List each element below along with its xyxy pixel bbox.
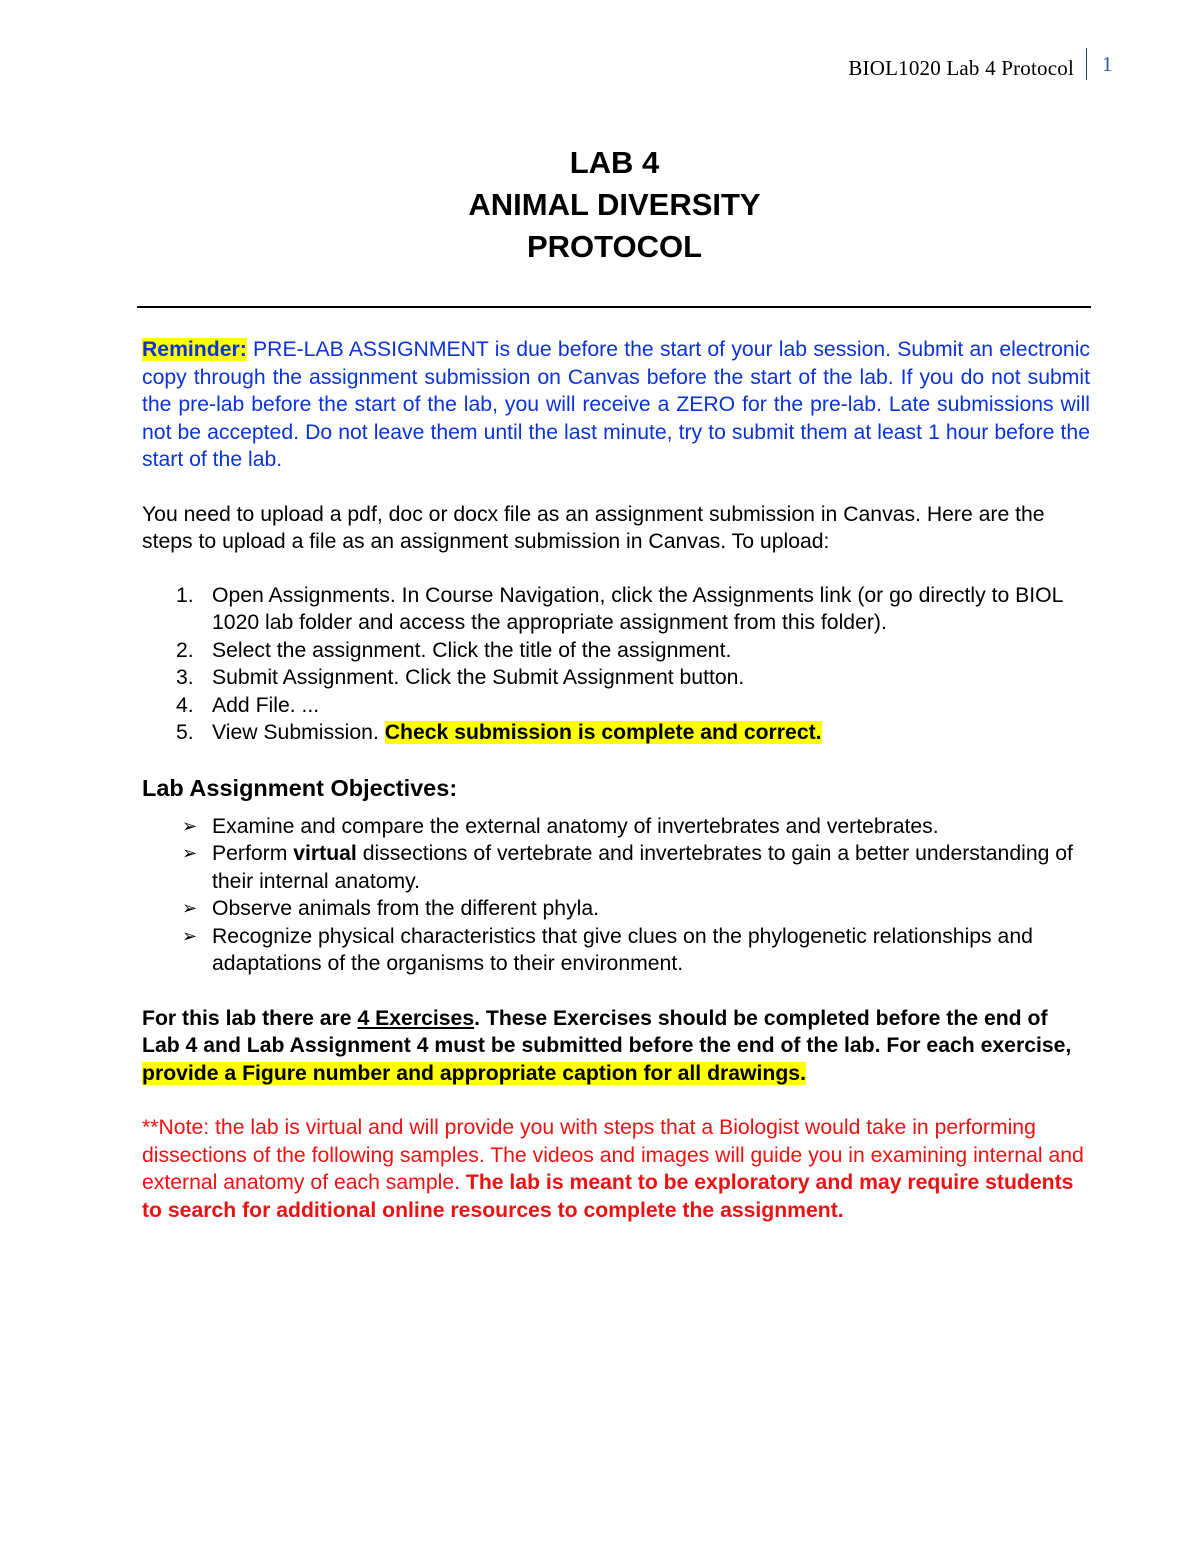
step-text: Select the assignment. Click the title of the assignment. [212,638,732,662]
page-number: 1 [1102,52,1113,76]
objective-text: Examine and compare the external anatomy of invertebrates and vertebrates. [212,814,939,838]
list-item [142,582,1090,637]
step-number: 3. [176,666,194,689]
list-item [142,840,1090,895]
reminder-label: Reminder: [142,338,247,361]
reminder-paragraph [142,336,1090,474]
exercises-text: For this lab there are [142,1006,358,1030]
list-item [142,923,1090,978]
title-divider [137,306,1091,308]
step-number: 4. [176,693,194,717]
upload-steps-list [142,582,1090,747]
objective-text: Recognize physical characteristics that give clues on the phylogenetic relationships and adaptations of the organisms to their environment. [212,924,1033,975]
exercises-text: . These Exercises should be completed before the end of Lab 4 and Lab Assignment 4 must be submitted before the end of the lab. For each exercise, [142,1006,1072,1057]
step-text: Add File. ... [212,693,320,717]
header-divider [1086,48,1087,80]
list-item [142,692,1090,720]
note-text: **Note: the lab is virtual and will provide you with steps that a Biologist would take in performing dissections of the following samples. The videos and images will guide you in examining internal and external anatomy of each sample. [142,1116,1084,1194]
arrow-bullet-icon: ➢ [182,843,198,863]
exercises-paragraph [142,1005,1090,1088]
step-text: Open Assignments. In Course Navigation, click the Assignments link (or go directly to BIOL 1020 lab folder and access the appropriate assignment from this folder). [212,583,1063,634]
title-line-3: PROTOCOL [526,229,703,264]
objective-emphasis: virtual [293,842,357,865]
title-line-2: ANIMAL DIVERSITY [468,187,761,222]
objective-text: dissections of vertebrate and invertebrates to gain a better understanding of their internal anatomy. [212,842,1073,893]
note-paragraph [142,1114,1090,1224]
exercises-highlight: provide a Figure number and appropriate caption for all drawings. [142,1061,806,1085]
upload-intro-paragraph: You need to upload a pdf, doc or docx file as an assignment submission in Canvas. Here are the steps to upload a file as an assignment submission in Canvas. To upload: [142,502,1045,553]
list-item [142,637,1090,665]
note-bold-text: The lab is meant to be exploratory and may require students to search for additional online resources to complete the assignment. [142,1171,1074,1222]
list-item [142,895,1090,923]
step-number: 5. [176,721,194,744]
arrow-bullet-icon: ➢ [182,898,198,918]
document-title [0,142,1200,268]
document-body [142,336,1090,1224]
reminder-text: PRE-LAB ASSIGNMENT is due before the start of your lab session. Submit an electronic copy through the assignment submission on Canvas before the start of the lab. If you do not submit the pre-lab before the start of the lab, you will receive a ZERO for the pre-lab. Late submissions will not be accepted. Do not leave them until the last minute, try to submit them at least 1 hour before the start of the lab. [142,338,1090,471]
objective-text: Perform [212,842,294,865]
list-item [142,664,1090,692]
arrow-bullet-icon: ➢ [182,815,198,836]
arrow-bullet-icon: ➢ [182,925,198,946]
step-number: 1. [176,583,194,607]
objectives-heading: Lab Assignment Objectives: [142,774,458,801]
objectives-list [142,813,1090,978]
list-item [142,813,1090,841]
step-number: 2. [176,638,194,662]
objective-text: Observe animals from the different phyla. [212,897,600,920]
step-highlight: Check submission is complete and correct. [384,721,822,744]
title-line-1: LAB 4 [569,145,660,180]
step-text: View Submission. [212,721,385,744]
step-text: Submit Assignment. Click the Submit Assignment button. [212,666,745,689]
list-item [142,719,1090,747]
running-header-title: BIOL1020 Lab 4 Protocol [848,56,1074,80]
exercises-count: 4 Exercises [357,1006,475,1030]
